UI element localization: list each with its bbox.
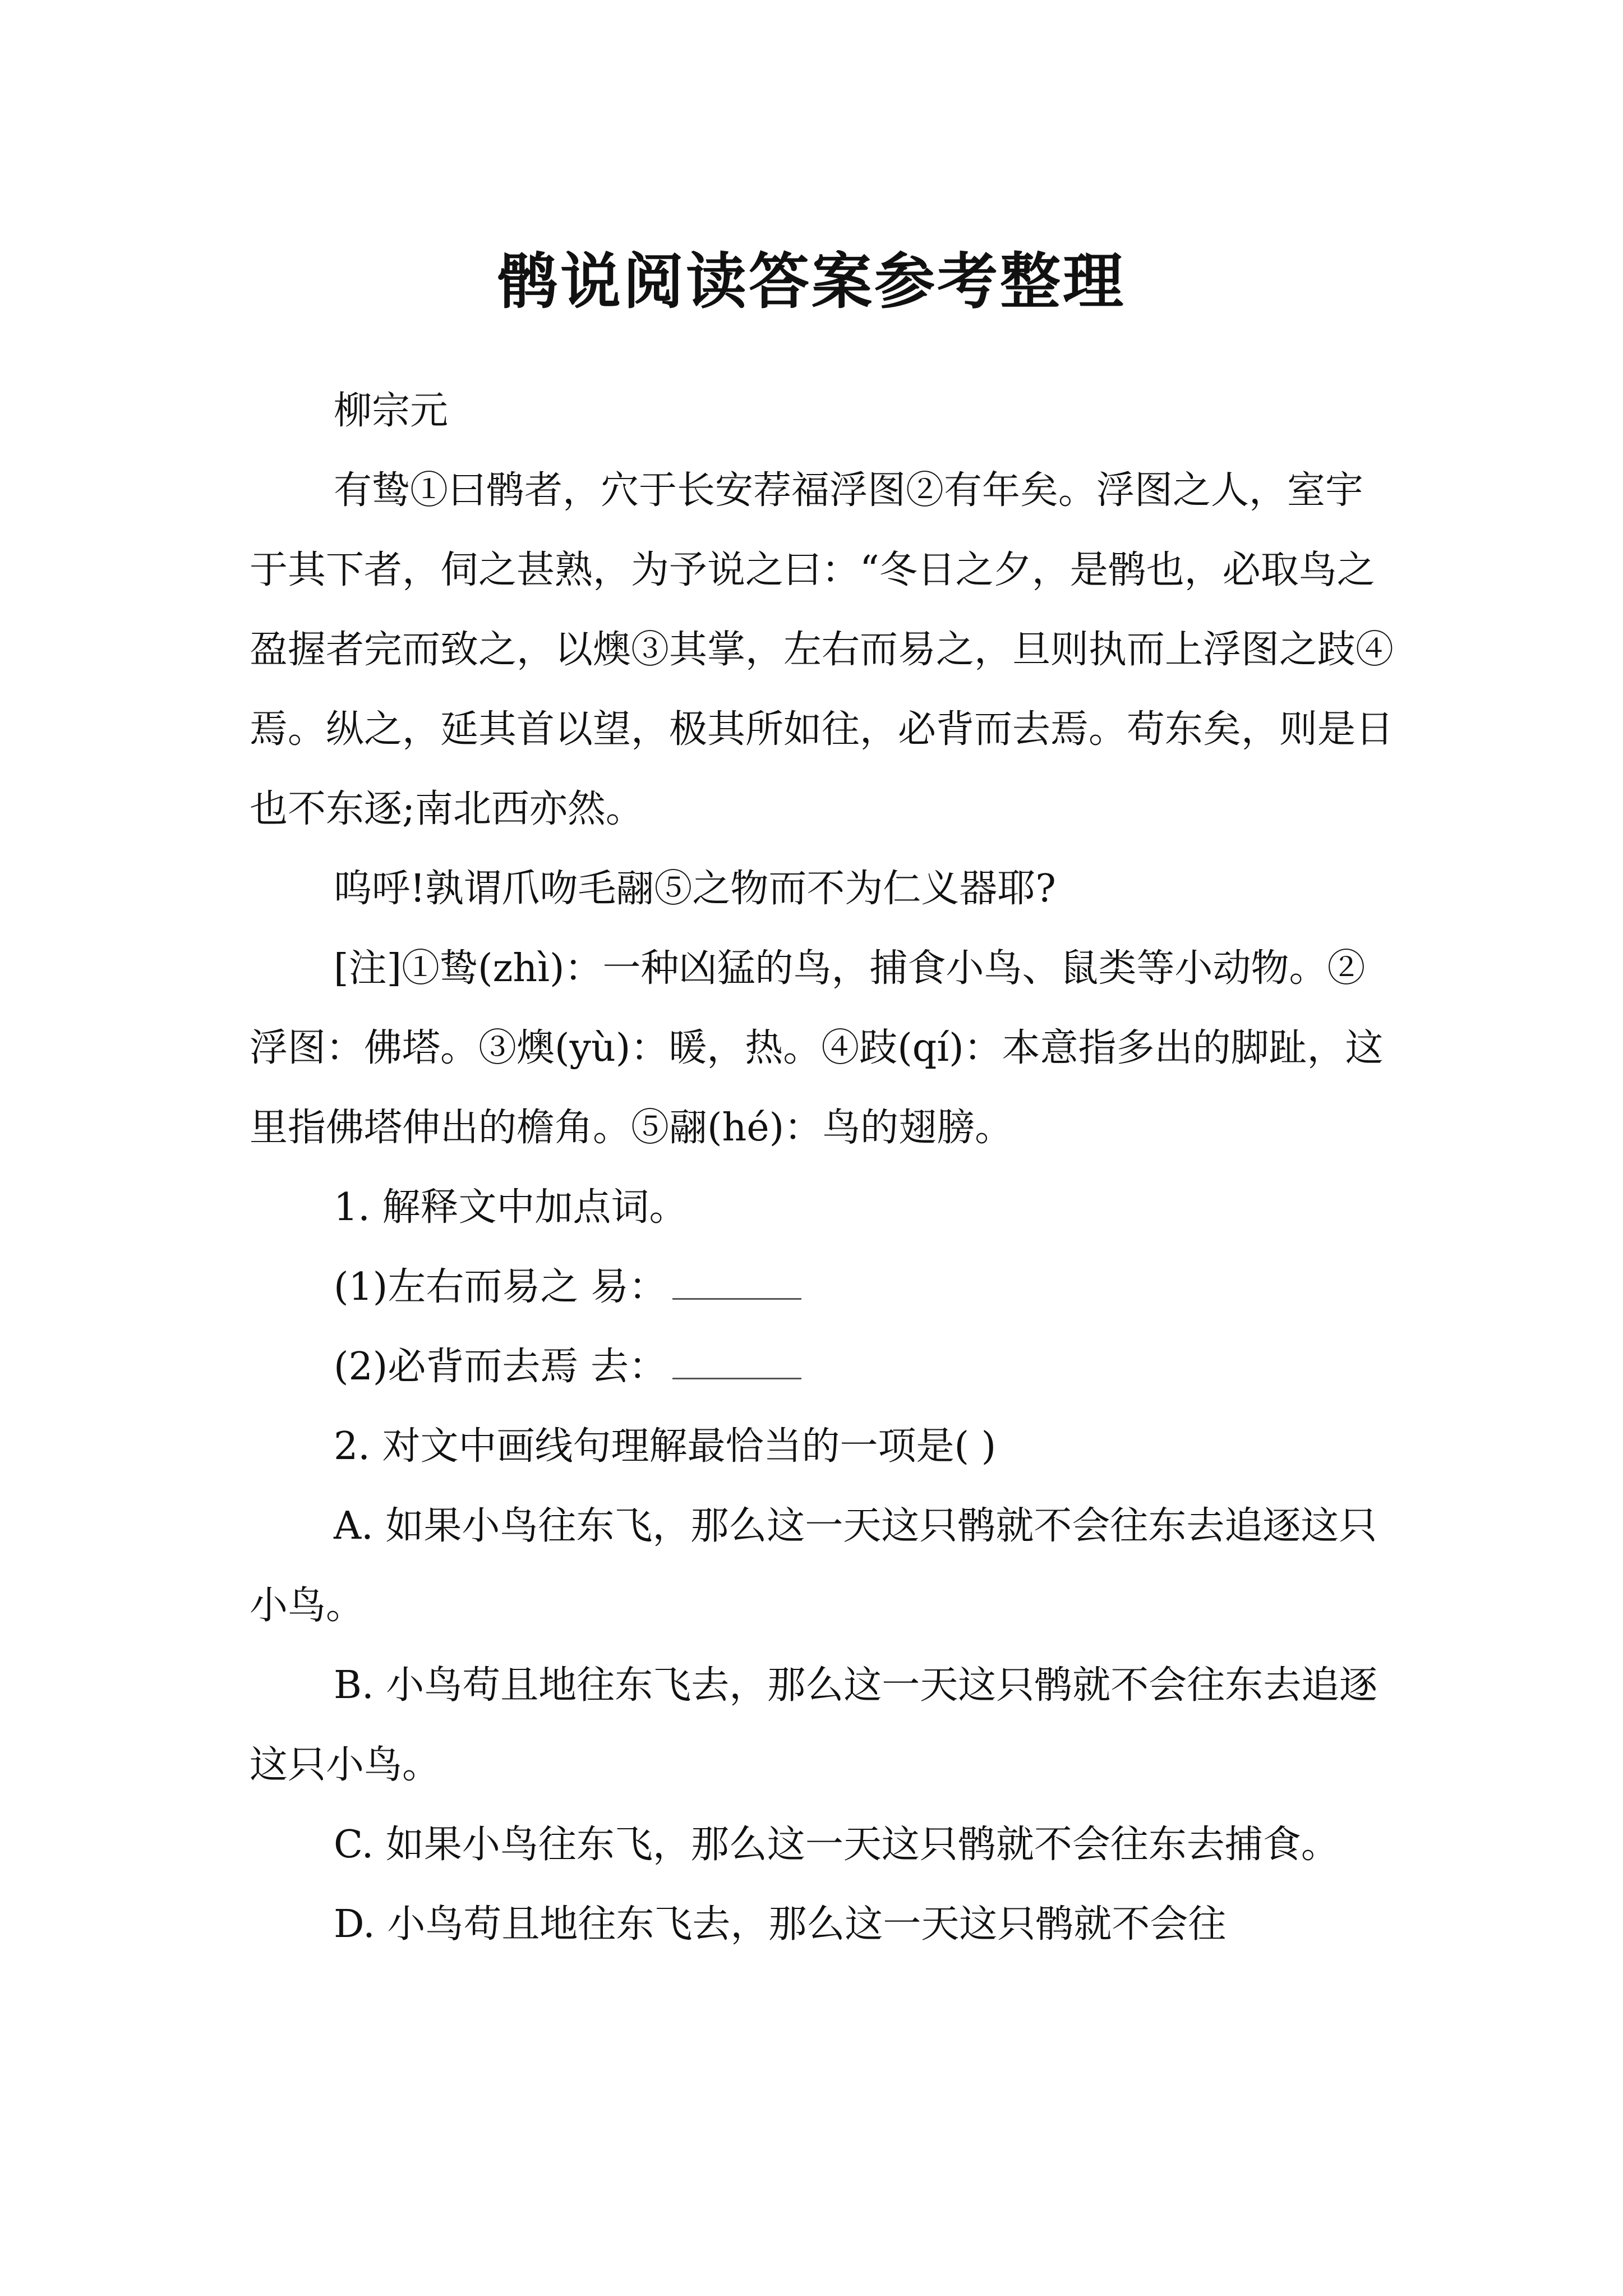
- answer-blank-2: [672, 1344, 801, 1379]
- question-1-item-2-text: (2)必背而去焉 去：: [334, 1345, 667, 1389]
- question-1-item-1: [250, 1248, 1394, 1327]
- author-line: 柳宗元: [334, 389, 449, 433]
- question-1-item-2: [250, 1327, 1394, 1407]
- question-2-option-a: A. 如果小鸟往东飞，那么这一天这只鹘就不会往东去追逐这只小鸟。: [250, 1504, 1377, 1628]
- document-body: [250, 371, 1394, 1964]
- question-1-prompt: 1. 解释文中加点词。: [334, 1185, 688, 1230]
- answer-blank-1: [672, 1264, 801, 1300]
- question-1-item-1-text: (1)左右而易之 易：: [334, 1265, 667, 1309]
- passage-paragraph-1: 有鸷①曰鹘者，穴于长安荐福浮图②有年矣。浮图之人，室宇于其下者，伺之甚熟，为予说之曰：“冬日之夕，是鹘也，必取鸟之盈握者完而致之，以燠③其掌，左右而易之，旦则执而上浮图之跂④焉。纵之，延其首以望，极其所如往，必背而去焉。苟东矣，则是日也不东逐;南北西亦然。: [250, 468, 1394, 831]
- passage-paragraph-2: 呜呼!孰谓爪吻毛翮⑤之物而不为仁义器耶?: [334, 867, 1056, 911]
- question-2-prompt: 2. 对文中画线句理解最恰当的一项是( ): [334, 1424, 997, 1469]
- question-2-option-d: D. 小鸟苟且地往东飞去，那么这一天这只鹘就不会往: [334, 1902, 1227, 1947]
- question-2-option-c: C. 如果小鸟往东飞，那么这一天这只鹘就不会往东去捕食。: [334, 1823, 1339, 1867]
- notes-paragraph: [注]①鸷(zhì)：一种凶猛的鸟，捕食小鸟、鼠类等小动物。②浮图：佛塔。③燠(yù)：暖，热。④跂(qí)：本意指多出的脚趾，这里指佛塔伸出的檐角。⑤翮(hé)：鸟的翅膀。: [250, 946, 1384, 1150]
- question-2-option-b: B. 小鸟苟且地往东飞去，那么这一天这只鹘就不会往东去追逐这只小鸟。: [250, 1663, 1378, 1787]
- document-title: 鹘说阅读答案参考整理: [497, 246, 1126, 318]
